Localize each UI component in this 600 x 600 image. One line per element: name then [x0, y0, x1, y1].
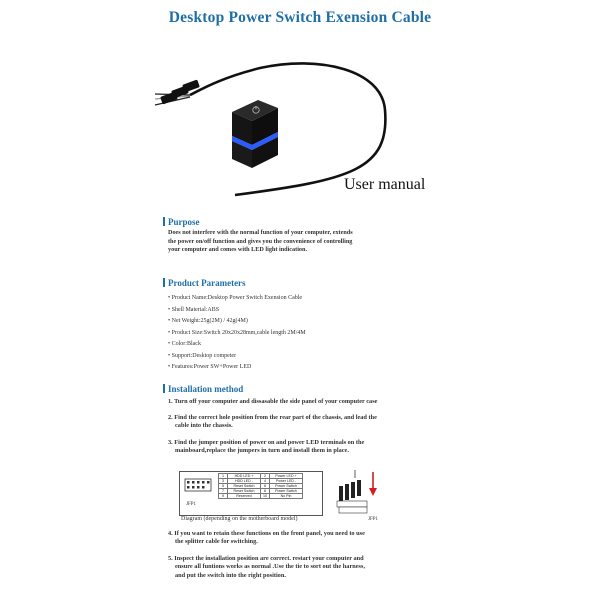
step-1: 1. Turn off your computer and dissasable the side panel of your computer case — [168, 398, 378, 405]
product-parameters-heading: Product Parameters — [163, 278, 246, 288]
table-row: 7 Reset Switch 8 Power Switch — [219, 489, 303, 494]
document-title: Desktop Power Switch Exension Cable — [168, 9, 432, 26]
header-pins-graphic — [184, 478, 214, 500]
step-2: 2. Find the correct hole position from the rear part of the chassis, and lead the cable into the chassis. — [168, 414, 377, 430]
table-row: 9 Reserved 10 No Pin — [219, 494, 303, 499]
installation-heading: Installation method — [163, 384, 243, 394]
jumper-connector-graphic — [333, 468, 385, 518]
purpose-paragraph: Does not interfere with the normal function of your computer, extends the power on/off function and gives you the convenience of controlling your computer and comes with LED light indication. — [168, 229, 353, 254]
table-row: 1 HDD LED + 2 Power LED + — [219, 474, 303, 479]
step-4: 4. If you want to retain these functions on the front panel, you need to use the splitter cable for switching. — [168, 530, 365, 546]
list-item: • Features:Power SW+Power LED — [168, 362, 428, 374]
pin-table — [218, 473, 303, 499]
switch-cube — [232, 100, 278, 168]
list-item: • Net Weight:25g(2M) / 42g(4M) — [168, 316, 428, 328]
user-manual-heading: User manual — [344, 176, 426, 193]
list-item: • Product Name:Desktop Power Switch Exension Cable — [168, 293, 428, 305]
list-item: • Shell Material:ABS — [168, 305, 428, 317]
list-item: • Support:Desktop competer — [168, 351, 428, 363]
pin-diagram — [179, 471, 323, 516]
diagram-caption: Diagram (depending on the motherboard model) — [181, 516, 298, 522]
parameter-list — [168, 293, 428, 374]
list-item: • Product Size:Switch 20x20x28mm,cable length 2M/4M — [168, 328, 428, 340]
table-row: 5 Reset Switch 6 Power Switch — [219, 484, 303, 489]
purpose-heading: Purpose — [163, 217, 200, 227]
table-row: 3 HDD LED - 4 Power LED - — [219, 479, 303, 484]
list-item: • Color:Black — [168, 339, 428, 351]
step-5: 5. Inspect the installation position are correct. restart your computer and ensure all funtions works as normal .Use the tie to sort out the harness, and put the switch into the right position. — [168, 555, 366, 579]
jfp1-label-right: JFP1 — [368, 517, 379, 522]
step-3: 3. Find the jumper position of power on and power LED terminals on the mainboard,replace the jumpers in turn and install them in place. — [168, 439, 365, 455]
jfp1-label: JFP1 — [186, 502, 197, 507]
